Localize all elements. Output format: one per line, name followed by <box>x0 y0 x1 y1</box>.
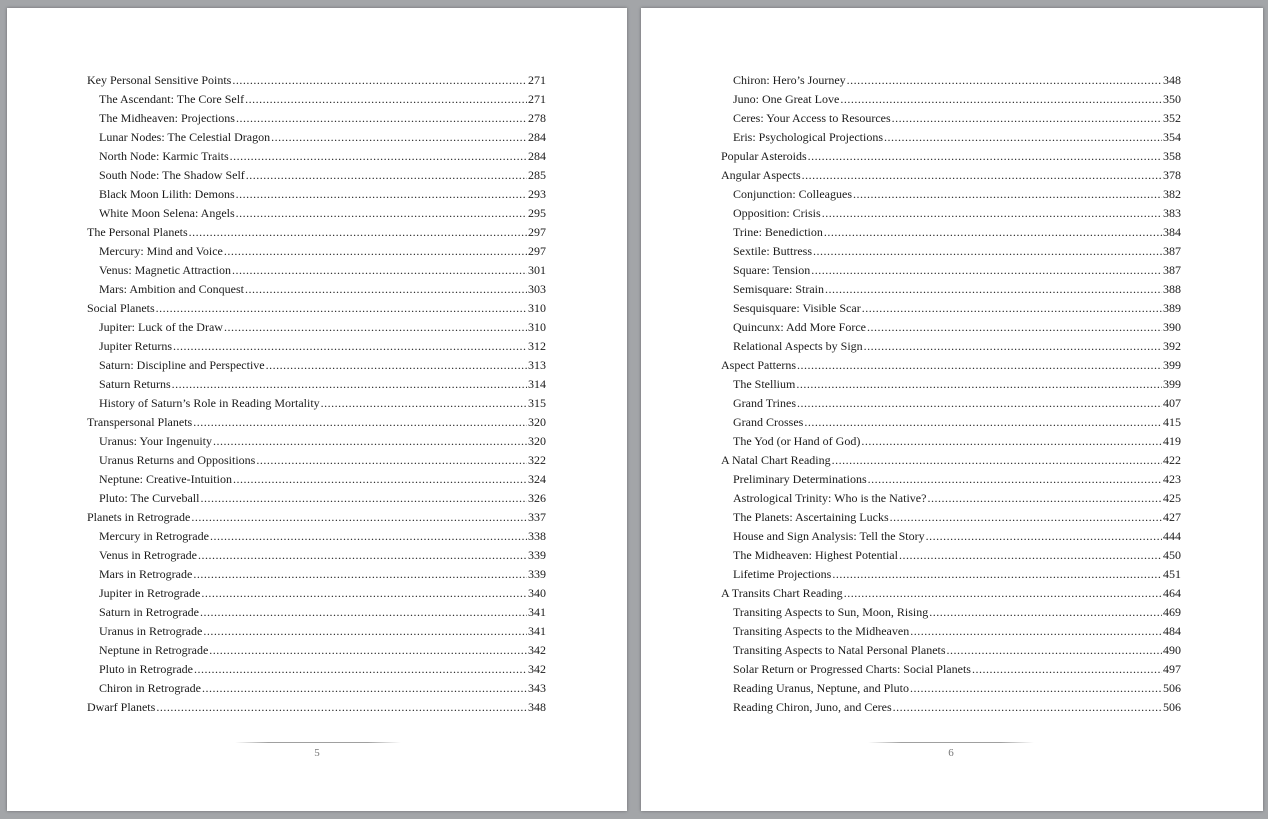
dot-leader <box>802 166 1162 185</box>
toc-entry-title: The Ascendant: The Core Self <box>99 92 245 106</box>
dot-leader <box>236 204 527 223</box>
dot-leader <box>813 242 1162 261</box>
toc-entry-title: Transiting Aspects to Sun, Moon, Rising <box>733 605 929 619</box>
toc-entry-title: Popular Asteroids <box>721 149 807 163</box>
table-of-contents <box>721 71 1181 717</box>
toc-subsection-entry[interactable] <box>87 432 546 451</box>
toc-entry-title: Reading Uranus, Neptune, and Pluto <box>733 681 909 695</box>
toc-entry-title: Social Planets <box>87 301 155 315</box>
dot-leader <box>224 242 527 261</box>
toc-entry-title: Relational Aspects by Sign <box>733 339 863 353</box>
dot-leader <box>867 318 1162 337</box>
dot-leader <box>173 337 527 356</box>
toc-entry-page-number: 278 <box>528 111 546 125</box>
toc-entry-page-number: 354 <box>1163 130 1181 144</box>
toc-entry-page-number: 444 <box>1163 529 1181 543</box>
toc-entry-title: History of Saturn’s Role in Reading Mortality <box>99 396 320 410</box>
dot-leader <box>230 147 527 166</box>
dot-leader <box>862 299 1162 318</box>
dot-leader <box>201 584 527 603</box>
toc-entry-page-number: 389 <box>1163 301 1181 315</box>
toc-entry-page-number: 341 <box>528 624 546 638</box>
toc-subsection-entry[interactable] <box>87 356 546 375</box>
toc-entry-page-number: 352 <box>1163 111 1181 125</box>
table-of-contents <box>87 71 546 717</box>
toc-entry-title: The Planets: Ascertaining Lucks <box>733 510 889 524</box>
document-page-5 <box>7 8 627 811</box>
toc-subsection-entry[interactable] <box>721 622 1181 641</box>
toc-section-entry[interactable] <box>87 413 546 432</box>
toc-entry-page-number: 320 <box>528 434 546 448</box>
dot-leader <box>811 261 1162 280</box>
toc-subsection-entry[interactable] <box>721 204 1181 223</box>
toc-section-entry[interactable] <box>87 223 546 242</box>
dot-leader <box>808 147 1162 166</box>
toc-entry-title: Pluto in Retrograde <box>99 662 193 676</box>
dot-leader <box>236 185 527 204</box>
toc-entry-title: The Personal Planets <box>87 225 188 239</box>
dot-leader <box>797 356 1162 375</box>
dot-leader <box>193 565 527 584</box>
toc-entry-title: Grand Crosses <box>733 415 804 429</box>
dot-leader <box>256 451 527 470</box>
toc-subsection-entry[interactable] <box>721 546 1181 565</box>
toc-entry-title: The Midheaven: Highest Potential <box>733 548 898 562</box>
toc-entry-title: South Node: The Shadow Self <box>99 168 245 182</box>
toc-entry-title: Venus in Retrograde <box>99 548 197 562</box>
toc-subsection-entry[interactable] <box>721 109 1181 128</box>
toc-subsection-entry[interactable] <box>87 565 546 584</box>
toc-entry-title: Saturn Returns <box>99 377 171 391</box>
toc-entry-page-number: 312 <box>528 339 546 353</box>
toc-entry-title: North Node: Karmic Traits <box>99 149 229 163</box>
toc-entry-page-number: 383 <box>1163 206 1181 220</box>
toc-subsection-entry[interactable] <box>87 603 546 622</box>
dot-leader <box>200 489 527 508</box>
dot-leader <box>198 546 527 565</box>
toc-entry-title: The Yod (or Hand of God) <box>733 434 861 448</box>
toc-entry-title: Ceres: Your Access to Resources <box>733 111 891 125</box>
toc-entry-page-number: 340 <box>528 586 546 600</box>
dot-leader <box>224 318 527 337</box>
toc-entry-title: Conjunction: Colleagues <box>733 187 852 201</box>
toc-entry-title: Transiting Aspects to Natal Personal Planets <box>733 643 946 657</box>
toc-entry-page-number: 326 <box>528 491 546 505</box>
toc-entry-title: Uranus Returns and Oppositions <box>99 453 256 467</box>
dot-leader <box>156 698 527 717</box>
toc-entry-page-number: 490 <box>1163 643 1181 657</box>
toc-entry-title: Venus: Magnetic Attraction <box>99 263 231 277</box>
dot-leader <box>864 337 1162 356</box>
toc-entry-title: Eris: Psychological Projections <box>733 130 883 144</box>
dot-leader <box>910 622 1162 641</box>
toc-subsection-entry[interactable] <box>721 527 1181 546</box>
dot-leader <box>193 413 527 432</box>
toc-entry-page-number: 297 <box>528 244 546 258</box>
dot-leader <box>853 185 1162 204</box>
page-number: 6 <box>948 747 954 759</box>
toc-entry-page-number: 348 <box>528 700 546 714</box>
toc-entry-page-number: 387 <box>1163 244 1181 258</box>
toc-subsection-entry[interactable] <box>87 679 546 698</box>
dot-leader <box>947 641 1162 660</box>
toc-entry-title: Astrological Trinity: Who is the Native? <box>733 491 927 505</box>
toc-subsection-entry[interactable] <box>87 185 546 204</box>
dot-leader <box>796 375 1162 394</box>
toc-subsection-entry[interactable] <box>87 242 546 261</box>
toc-subsection-entry[interactable] <box>87 109 546 128</box>
toc-subsection-entry[interactable] <box>721 413 1181 432</box>
toc-entry-page-number: 320 <box>528 415 546 429</box>
toc-subsection-entry[interactable] <box>87 527 546 546</box>
toc-entry-page-number: 303 <box>528 282 546 296</box>
toc-subsection-entry[interactable] <box>721 318 1181 337</box>
toc-entry-page-number: 419 <box>1163 434 1181 448</box>
toc-entry-title: Sextile: Buttress <box>733 244 812 258</box>
toc-section-entry[interactable] <box>721 451 1181 470</box>
dot-leader <box>200 603 527 622</box>
toc-subsection-entry[interactable] <box>87 622 546 641</box>
toc-subsection-entry[interactable] <box>721 660 1181 679</box>
toc-entry-page-number: 399 <box>1163 377 1181 391</box>
toc-subsection-entry[interactable] <box>87 470 546 489</box>
toc-subsection-entry[interactable] <box>721 299 1181 318</box>
toc-entry-page-number: 324 <box>528 472 546 486</box>
toc-entry-title: Pluto: The Curveball <box>99 491 200 505</box>
toc-entry-page-number: 358 <box>1163 149 1181 163</box>
toc-entry-page-number: 310 <box>528 320 546 334</box>
toc-entry-title: Chiron: Hero’s Journey <box>733 73 846 87</box>
toc-entry-page-number: 464 <box>1163 586 1181 600</box>
toc-entry-title: Lifetime Projections <box>733 567 832 581</box>
toc-entry-page-number: 343 <box>528 681 546 695</box>
toc-subsection-entry[interactable] <box>87 660 546 679</box>
toc-entry-page-number: 295 <box>528 206 546 220</box>
toc-entry-page-number: 310 <box>528 301 546 315</box>
dot-leader <box>972 660 1162 679</box>
dot-leader <box>232 261 527 280</box>
dot-leader <box>884 128 1162 147</box>
toc-entry-title: Transiting Aspects to the Midheaven <box>733 624 910 638</box>
toc-subsection-entry[interactable] <box>87 546 546 565</box>
toc-subsection-entry[interactable] <box>87 318 546 337</box>
toc-entry-page-number: 497 <box>1163 662 1181 676</box>
dot-leader <box>232 71 527 90</box>
dot-leader <box>271 128 527 147</box>
dot-leader <box>832 565 1162 584</box>
toc-subsection-entry[interactable] <box>87 280 546 299</box>
toc-entry-page-number: 297 <box>528 225 546 239</box>
toc-subsection-entry[interactable] <box>721 565 1181 584</box>
dot-leader <box>840 90 1162 109</box>
toc-entry-title: Key Personal Sensitive Points <box>87 73 232 87</box>
toc-entry-title: The Midheaven: Projections <box>99 111 235 125</box>
toc-entry-page-number: 390 <box>1163 320 1181 334</box>
toc-entry-page-number: 484 <box>1163 624 1181 638</box>
toc-entry-title: Semisquare: Strain <box>733 282 824 296</box>
dot-leader <box>868 470 1162 489</box>
toc-entry-page-number: 423 <box>1163 472 1181 486</box>
dot-leader <box>245 90 527 109</box>
dot-leader <box>824 223 1162 242</box>
toc-entry-title: Jupiter: Luck of the Draw <box>99 320 223 334</box>
toc-subsection-entry[interactable] <box>87 489 546 508</box>
toc-entry-title: Jupiter in Retrograde <box>99 586 201 600</box>
dot-leader <box>926 527 1162 546</box>
dot-leader <box>191 508 527 527</box>
dot-leader <box>822 204 1162 223</box>
toc-entry-title: Chiron in Retrograde <box>99 681 201 695</box>
toc-entry-title: Neptune: Creative-Intuition <box>99 472 232 486</box>
toc-entry-page-number: 399 <box>1163 358 1181 372</box>
toc-entry-page-number: 451 <box>1163 567 1181 581</box>
toc-entry-title: Juno: One Great Love <box>733 92 840 106</box>
dot-leader <box>203 622 527 641</box>
toc-entry-page-number: 314 <box>528 377 546 391</box>
toc-subsection-entry[interactable] <box>87 337 546 356</box>
toc-subsection-entry[interactable] <box>721 223 1181 242</box>
toc-entry-title: Planets in Retrograde <box>87 510 191 524</box>
toc-section-entry[interactable] <box>721 147 1181 166</box>
toc-subsection-entry[interactable] <box>721 71 1181 90</box>
footer-divider <box>235 742 401 743</box>
toc-subsection-entry[interactable] <box>721 242 1181 261</box>
toc-section-entry[interactable] <box>87 508 546 527</box>
toc-entry-page-number: 407 <box>1163 396 1181 410</box>
toc-entry-page-number: 271 <box>528 73 546 87</box>
toc-subsection-entry[interactable] <box>87 166 546 185</box>
toc-entry-title: A Transits Chart Reading <box>721 586 843 600</box>
toc-entry-title: A Natal Chart Reading <box>721 453 831 467</box>
toc-entry-title: Neptune in Retrograde <box>99 643 209 657</box>
toc-entry-page-number: 392 <box>1163 339 1181 353</box>
toc-entry-page-number: 284 <box>528 130 546 144</box>
toc-subsection-entry[interactable] <box>721 489 1181 508</box>
toc-entry-page-number: 315 <box>528 396 546 410</box>
toc-subsection-entry[interactable] <box>721 337 1181 356</box>
toc-subsection-entry[interactable] <box>87 394 546 413</box>
toc-entry-title: Mercury: Mind and Voice <box>99 244 223 258</box>
toc-entry-title: Solar Return or Progressed Charts: Social Planets <box>733 662 971 676</box>
dot-leader <box>172 375 527 394</box>
dot-leader <box>194 660 527 679</box>
dot-leader <box>847 71 1162 90</box>
dot-leader <box>797 394 1162 413</box>
toc-subsection-entry[interactable] <box>721 128 1181 147</box>
toc-subsection-entry[interactable] <box>721 470 1181 489</box>
toc-entry-title: Lunar Nodes: The Celestial Dragon <box>99 130 271 144</box>
toc-section-entry[interactable] <box>87 299 546 318</box>
toc-subsection-entry[interactable] <box>87 128 546 147</box>
toc-entry-page-number: 339 <box>528 567 546 581</box>
toc-entry-page-number: 506 <box>1163 700 1181 714</box>
toc-entry-title: White Moon Selena: Angels <box>99 206 235 220</box>
toc-entry-page-number: 285 <box>528 168 546 182</box>
dot-leader <box>236 109 527 128</box>
toc-subsection-entry[interactable] <box>721 394 1181 413</box>
toc-entry-page-number: 339 <box>528 548 546 562</box>
toc-entry-title: Saturn: Discipline and Perspective <box>99 358 265 372</box>
dot-leader <box>245 280 527 299</box>
dot-leader <box>892 109 1162 128</box>
toc-entry-page-number: 387 <box>1163 263 1181 277</box>
toc-entry-title: Saturn in Retrograde <box>99 605 199 619</box>
toc-entry-title: Reading Chiron, Juno, and Ceres <box>733 700 892 714</box>
toc-entry-title: Mars in Retrograde <box>99 567 193 581</box>
toc-subsection-entry[interactable] <box>721 375 1181 394</box>
document-page-6 <box>641 8 1263 811</box>
toc-section-entry[interactable] <box>721 584 1181 603</box>
toc-subsection-entry[interactable] <box>721 603 1181 622</box>
toc-entry-title: Uranus: Your Ingenuity <box>99 434 212 448</box>
toc-entry-title: Preliminary Determinations <box>733 472 867 486</box>
toc-subsection-entry[interactable] <box>721 261 1181 280</box>
toc-entry-title: Grand Trines <box>733 396 797 410</box>
dot-leader <box>210 527 527 546</box>
toc-entry-title: Transpersonal Planets <box>87 415 193 429</box>
toc-section-entry[interactable] <box>87 71 546 90</box>
toc-entry-page-number: 427 <box>1163 510 1181 524</box>
dot-leader <box>804 413 1162 432</box>
toc-entry-title: Quincunx: Add More Force <box>733 320 866 334</box>
toc-entry-page-number: 322 <box>528 453 546 467</box>
toc-entry-page-number: 506 <box>1163 681 1181 695</box>
dot-leader <box>156 299 527 318</box>
toc-entry-title: House and Sign Analysis: Tell the Story <box>733 529 925 543</box>
toc-subsection-entry[interactable] <box>87 375 546 394</box>
dot-leader <box>929 603 1162 622</box>
dot-leader <box>233 470 527 489</box>
toc-entry-page-number: 301 <box>528 263 546 277</box>
toc-entry-page-number: 469 <box>1163 605 1181 619</box>
toc-entry-page-number: 415 <box>1163 415 1181 429</box>
toc-subsection-entry[interactable] <box>721 508 1181 527</box>
dot-leader <box>321 394 527 413</box>
toc-entry-page-number: 348 <box>1163 73 1181 87</box>
toc-entry-page-number: 450 <box>1163 548 1181 562</box>
dot-leader <box>899 546 1162 565</box>
page-number: 5 <box>314 747 320 759</box>
toc-subsection-entry[interactable] <box>87 261 546 280</box>
toc-subsection-entry[interactable] <box>721 185 1181 204</box>
toc-entry-page-number: 422 <box>1163 453 1181 467</box>
toc-entry-page-number: 271 <box>528 92 546 106</box>
toc-entry-page-number: 342 <box>528 643 546 657</box>
toc-subsection-entry[interactable] <box>87 204 546 223</box>
dot-leader <box>861 432 1162 451</box>
toc-subsection-entry[interactable] <box>87 451 546 470</box>
toc-entry-title: Angular Aspects <box>721 168 801 182</box>
toc-subsection-entry[interactable] <box>721 432 1181 451</box>
toc-entry-page-number: 388 <box>1163 282 1181 296</box>
toc-entry-page-number: 350 <box>1163 92 1181 106</box>
toc-subsection-entry[interactable] <box>721 641 1181 660</box>
toc-entry-title: Mercury in Retrograde <box>99 529 209 543</box>
toc-section-entry[interactable] <box>87 698 546 717</box>
toc-entry-page-number: 338 <box>528 529 546 543</box>
dot-leader <box>266 356 527 375</box>
footer-divider <box>868 742 1034 743</box>
toc-entry-page-number: 337 <box>528 510 546 524</box>
toc-entry-title: The Stellium <box>733 377 796 391</box>
toc-entry-page-number: 313 <box>528 358 546 372</box>
toc-entry-page-number: 378 <box>1163 168 1181 182</box>
toc-subsection-entry[interactable] <box>721 698 1181 717</box>
dot-leader <box>832 451 1162 470</box>
toc-entry-page-number: 384 <box>1163 225 1181 239</box>
dot-leader <box>202 679 527 698</box>
toc-entry-title: Opposition: Crisis <box>733 206 821 220</box>
toc-entry-title: Mars: Ambition and Conquest <box>99 282 244 296</box>
toc-section-entry[interactable] <box>721 356 1181 375</box>
toc-subsection-entry[interactable] <box>721 280 1181 299</box>
toc-entry-title: Black Moon Lilith: Demons <box>99 187 235 201</box>
toc-entry-title: Sesquisquare: Visible Scar <box>733 301 861 315</box>
dot-leader <box>213 432 527 451</box>
toc-subsection-entry[interactable] <box>87 90 546 109</box>
dot-leader <box>890 508 1162 527</box>
toc-subsection-entry[interactable] <box>87 147 546 166</box>
toc-subsection-entry[interactable] <box>721 90 1181 109</box>
dot-leader <box>209 641 527 660</box>
toc-entry-page-number: 342 <box>528 662 546 676</box>
toc-entry-page-number: 341 <box>528 605 546 619</box>
toc-entry-page-number: 284 <box>528 149 546 163</box>
dot-leader <box>910 679 1162 698</box>
toc-entry-page-number: 425 <box>1163 491 1181 505</box>
dot-leader <box>189 223 527 242</box>
toc-entry-title: Dwarf Planets <box>87 700 156 714</box>
dot-leader <box>844 584 1162 603</box>
toc-entry-page-number: 293 <box>528 187 546 201</box>
dot-leader <box>893 698 1162 717</box>
dot-leader <box>927 489 1162 508</box>
dot-leader <box>825 280 1162 299</box>
toc-entry-title: Jupiter Returns <box>99 339 172 353</box>
toc-entry-page-number: 382 <box>1163 187 1181 201</box>
toc-entry-title: Aspect Patterns <box>721 358 796 372</box>
toc-subsection-entry[interactable] <box>87 584 546 603</box>
toc-subsection-entry[interactable] <box>721 679 1181 698</box>
toc-entry-title: Uranus in Retrograde <box>99 624 203 638</box>
toc-subsection-entry[interactable] <box>87 641 546 660</box>
toc-entry-title: Trine: Benediction <box>733 225 823 239</box>
dot-leader <box>246 166 527 185</box>
toc-entry-title: Square: Tension <box>733 263 811 277</box>
toc-section-entry[interactable] <box>721 166 1181 185</box>
